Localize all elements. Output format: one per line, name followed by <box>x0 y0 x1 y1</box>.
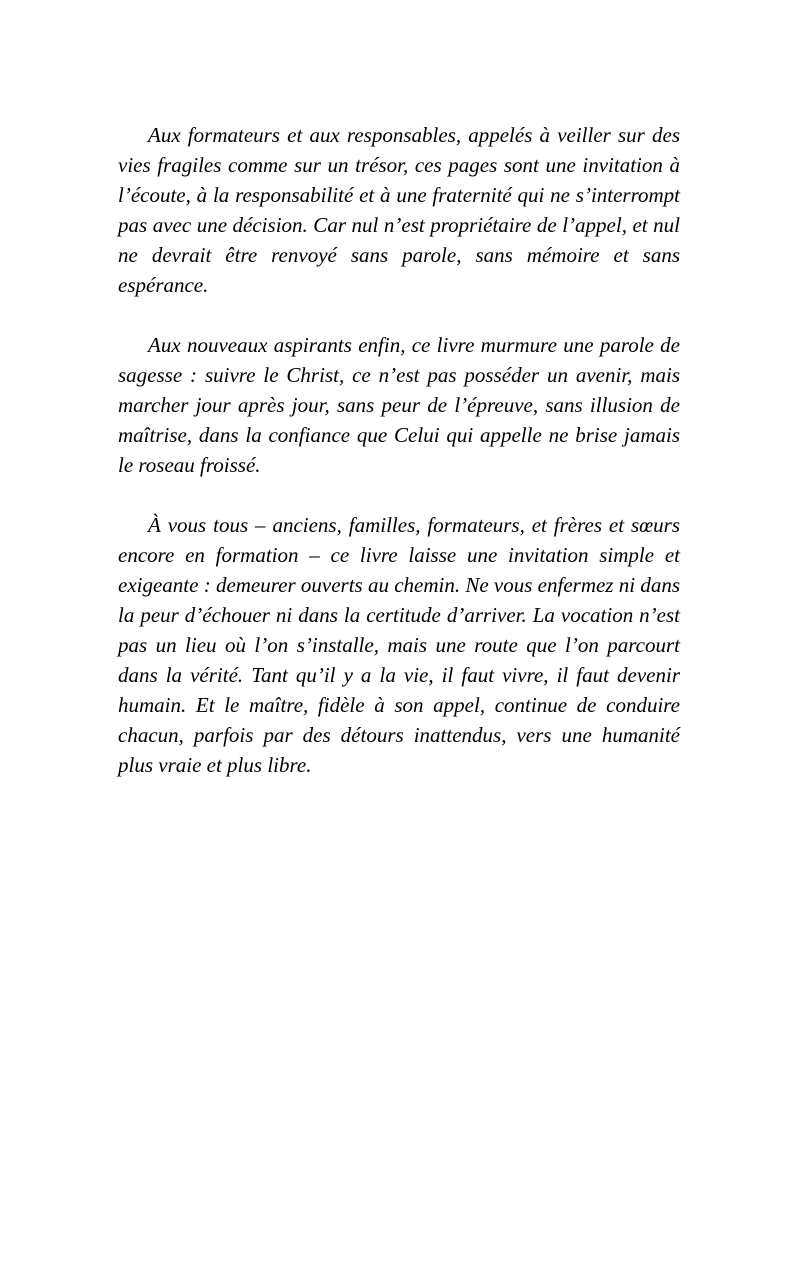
paragraph-aspirants: Aux nouveaux aspirants enfin, ce livre murmure une parole de sagesse : suivre le Christ, ce n’est pas posséder un avenir, mais marcher jour après jour, sans peur de l’épreuve, sans illusion de maîtrise, dans la confiance que Celui qui appelle ne brise jamais le roseau froissé. <box>118 333 680 477</box>
page-body <box>118 120 680 780</box>
paragraph-vous-tous: À vous tous – anciens, familles, formateurs, et frères et sœurs encore en formation – ce livre laisse une invitation simple et exigeante : demeurer ouverts au chemin. Ne vous enfermez ni dans la peur d’échouer ni dans la certitude d’arriver. La vocation n’est pas un lieu où l’on s’installe, mais une route que l’on parcourt dans la vérité. Tant qu’il y a la vie, il faut vivre, il faut devenir humain. Et le maître, fidèle à son appel, continue de conduire chacun, parfois par des détours inattendus, vers une humanité plus vraie et plus libre. <box>118 513 680 777</box>
paragraph-formateurs: Aux formateurs et aux responsables, appelés à veiller sur des vies fragiles comme sur un trésor, ces pages sont une invitation à l’écoute, à la responsabilité et à une fraternité qui ne s’interrompt pas avec une décision. Car nul n’est propriétaire de l’appel, et nul ne devrait être renvoyé sans parole, sans mémoire et sans espérance. <box>118 123 680 297</box>
